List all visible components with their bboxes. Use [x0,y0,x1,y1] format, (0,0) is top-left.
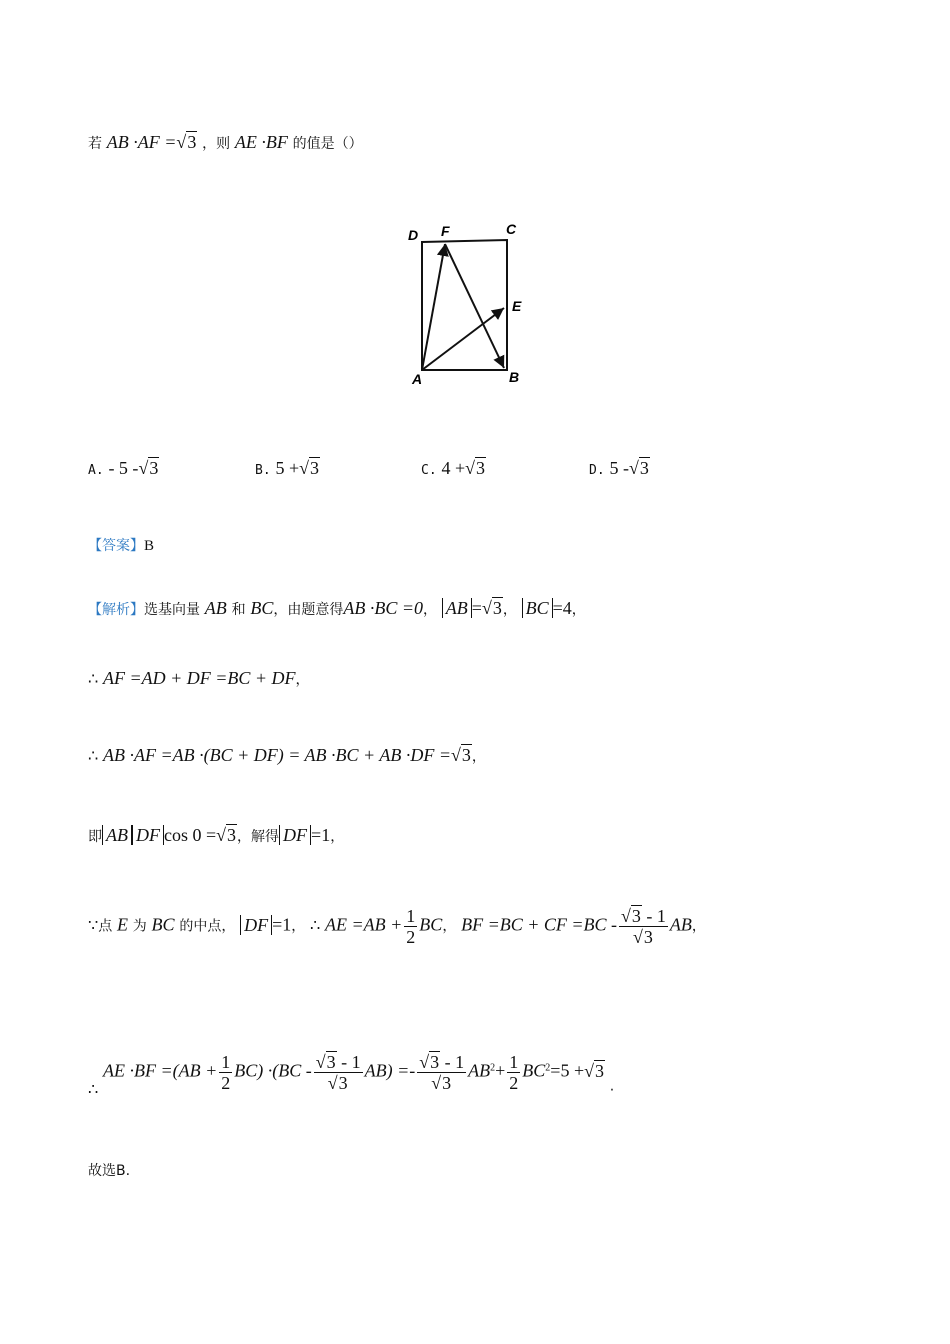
analysis-text: ， [291,918,306,935]
equation-bf: BF =BC + CF =BC - [461,914,618,935]
dot-product-ab-bc: AB ·BC =0 [343,598,423,618]
vector-bc: BC [419,914,443,935]
analysis-text: ， [691,918,706,935]
fraction-one-half: $\frac{1}{2}$ [406,906,416,947]
label-e: E [512,298,522,314]
option-a-label: A. [88,463,104,478]
rectangle-figure [400,218,540,390]
fraction-root3-minus1-over-root3: $\frac{√3 - 1}{√3}$ [621,906,666,947]
sqrt-symbol: √3 [216,825,237,845]
question-condition-lhs: AB ·AF = [106,132,177,152]
therefore-symbol: ∴ [88,746,99,765]
analysis-text: ，由题意得 [273,602,344,618]
label-d: D [408,227,419,243]
sqrt-symbol: √3 [299,458,319,478]
point-e: E [116,914,128,935]
therefore-symbol: ∴ [88,1079,99,1099]
question-ask-expression: AE ·BF [234,132,288,152]
exponent: 2 [490,1062,496,1074]
abs-bc: BC [522,598,553,618]
equals: = [471,598,482,618]
analysis-text: 点 [98,918,113,935]
analysis-text: ， [502,602,517,618]
equation-af: AF =AD + DF =BC + DF [102,668,296,688]
option-a[interactable] [88,458,159,479]
exponent: 2 [545,1062,551,1074]
question-line [88,132,363,153]
analysis-text: ， [330,829,345,845]
sqrt-symbol: √3 [176,132,197,152]
analysis-text: ， [471,749,486,765]
abs-df: DF [132,825,164,845]
fraction-root3-minus1-over-root3: $\frac{√3 - 1}{√3}$ [419,1052,465,1093]
option-b-value: 5 + [275,458,300,478]
equals-one: =1 [272,914,292,935]
sqrt-symbol: √3 [628,458,649,478]
equation-result: =5 + [550,1060,585,1081]
analysis-line-2 [88,668,310,689]
label-c: C [506,221,517,237]
vector-bf [445,244,504,368]
analysis-text: ，解得 [237,829,280,845]
analysis-text: 的中点， [179,918,236,935]
question-mid: ，则 [202,136,231,152]
option-c[interactable] [421,458,486,479]
equation-ae-bf: AE ·BF =(AB + [102,1060,218,1081]
vector-ab: AB [204,598,227,618]
equation-ab-af: AB ·AF =AB ·(BC + DF) = AB ·BC + AB ·DF = [102,745,451,765]
analysis-text: 选基向量 [144,602,200,618]
sqrt-symbol: √3 [465,458,485,478]
equation-ae: AE =AB + [325,914,403,935]
vector-ab: AB [468,1060,491,1081]
sqrt-symbol: √3 [481,598,502,618]
abs-ab: AB [442,598,472,618]
vector-bc: BC [522,1060,546,1081]
option-d[interactable] [589,458,650,479]
equals-one: =1 [311,825,331,845]
because-symbol: ∵ [88,915,99,935]
option-b-label: B. [255,463,271,478]
analysis-text: 即 [88,829,102,845]
equation-part: BC) ·(BC - [234,1060,312,1081]
abs-df: DF [240,915,272,935]
abs-ab: AB [102,825,132,845]
plus: + [495,1060,506,1081]
analysis-tag: 【解析】 [88,602,144,618]
vector-bc: BC [250,598,274,618]
equals-four: =4 [552,598,572,618]
option-c-value: 4 + [441,458,466,478]
label-a: A [412,371,423,387]
question-suffix: 的值是（） [292,136,363,152]
analysis-line-1 [88,598,586,619]
label-f: F [441,223,450,239]
conclusion-text: 故选B. [88,1163,131,1179]
analysis-text: . [609,1078,615,1095]
sqrt-symbol: √3 [450,745,471,765]
analysis-text: ， [442,918,457,935]
equation-part: AB) =- [364,1060,416,1081]
label-b: B [509,369,520,385]
vector-ae [422,308,504,370]
analysis-line-6 [88,1052,614,1099]
vector-ab: AB [669,914,692,935]
fraction-one-half: $\frac{1}{2}$ [509,1052,519,1093]
analysis-text: ， [571,602,586,618]
option-d-value: 5 - [609,458,629,478]
analysis-text: 为 [132,918,147,935]
question-prefix: 若 [88,136,102,152]
analysis-line-4 [88,825,344,846]
segment-bc: BC [151,914,175,935]
answer-value: B [144,538,155,554]
analysis-line-5 [88,906,706,947]
option-c-label: C. [421,463,437,478]
sqrt-symbol: √3 [138,458,159,478]
answer-tag: 【答案】 [88,538,144,554]
analysis-line-3 [88,745,486,766]
option-a-value: - 5 - [108,458,139,478]
sqrt-symbol: √3 [584,1060,604,1081]
analysis-text: ， [295,672,310,688]
vector-af [422,244,445,370]
fraction-one-half: $\frac{1}{2}$ [221,1052,231,1093]
fraction-root3-minus1-over-root3: $\frac{√3 - 1}{√3}$ [315,1052,361,1093]
abs-df: DF [279,825,311,845]
answer-line [88,535,154,555]
analysis-text: ， [423,602,437,618]
analysis-text: 和 [231,602,246,618]
conclusion-line [88,1160,130,1180]
therefore-symbol: ∴ [310,915,321,935]
cos-expression: cos 0 = [164,825,217,845]
option-d-label: D. [589,463,605,478]
option-b[interactable] [255,458,320,479]
therefore-symbol: ∴ [88,669,99,688]
